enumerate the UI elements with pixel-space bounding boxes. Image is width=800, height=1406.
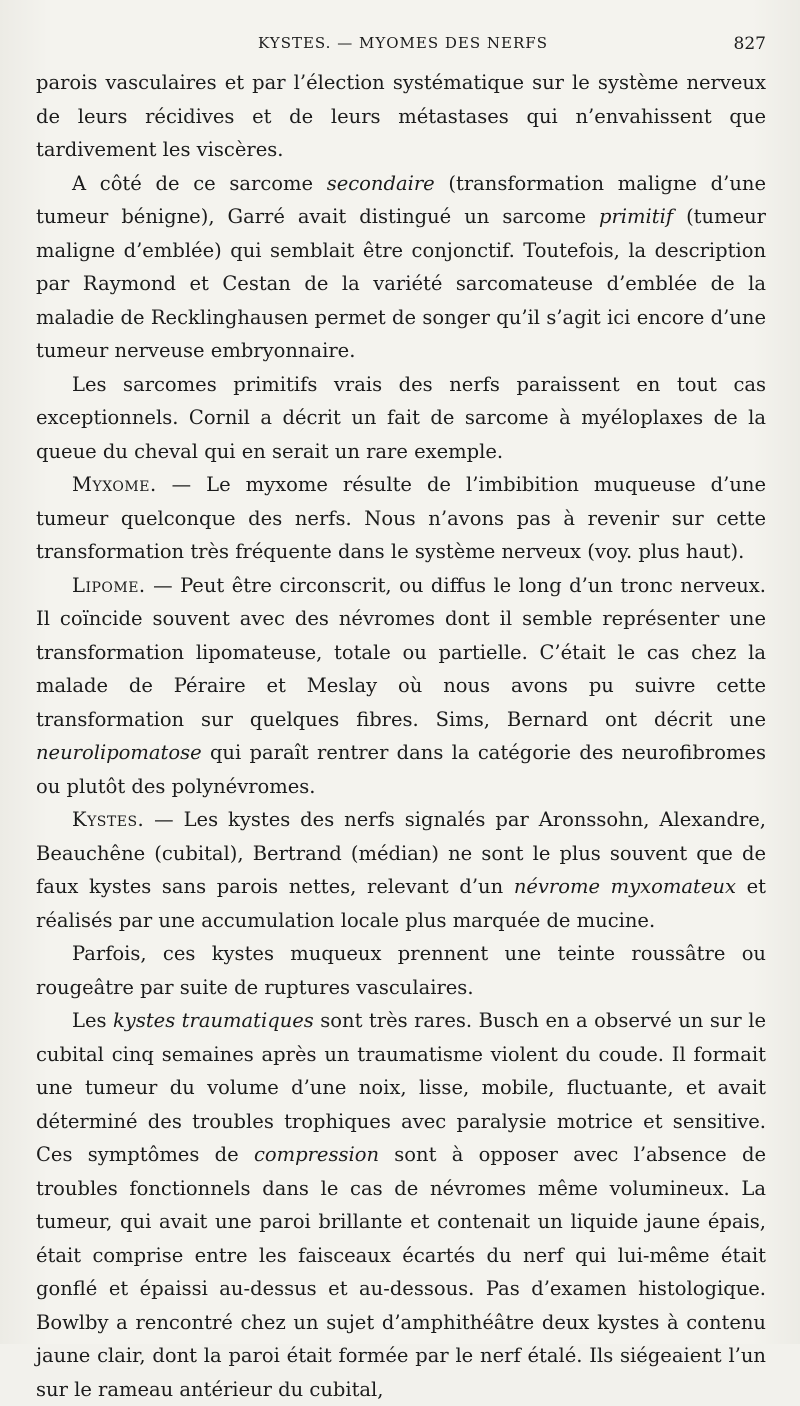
body-text bbox=[36, 66, 766, 1406]
text-run: sont à opposer avec l’absence de troubles fonctionnels dans le cas de névromes même volumineux. La tumeur, qui avait une paroi brillante et contenait un liquide jaune épais, était comprise entre les faisceaux écartés du nerf qui lui-même était gonflé et épaissi au-dessus et au-dessous. Pas d’examen histologique. Bowlby a rencontré chez un sujet d’amphithéâtre deux kystes à contenu jaune clair, dont la paroi était formée par le nerf étalé. Ils siégeaient l’un sur le rameau antérieur du cubital, bbox=[36, 1143, 766, 1401]
paragraph-kystes bbox=[36, 803, 766, 937]
emphasis-primitif: primitif bbox=[599, 205, 674, 228]
text-run: et réalisés par une accumulation locale plus marquée de mucine. bbox=[36, 875, 766, 932]
text-run: A côté de ce sarcome bbox=[72, 171, 327, 195]
paragraph-text: parois vasculaires et par l’élection systématique sur le système nerveux de leurs récidives et de leurs métastases qui n’envahissent que tardivement les viscères. bbox=[36, 71, 766, 161]
paragraph-text: Les sarcomes primitifs vrais des nerfs paraissent en tout cas exceptionnels. Cornil a décrit un fait de sarcome à myéloplaxes de la queue du cheval qui en serait un rare exemple. bbox=[36, 372, 766, 463]
emphasis-secondaire: secondaire bbox=[326, 171, 435, 195]
text-run: Les bbox=[72, 1009, 113, 1032]
paragraph-lipome bbox=[36, 569, 766, 804]
paragraph-sarcomes-primitifs bbox=[36, 368, 766, 469]
text-run: — Les kystes des nerfs signalés par Aronssohn, Alexandre, Beauchêne (cubital), Bertrand (médian) ne sont le plus souvent que de faux kystes sans parois nettes, relevant d’un bbox=[36, 808, 766, 898]
running-head: KYSTES. — MYOMES DES NERFS bbox=[258, 34, 548, 52]
emphasis-compression: compression bbox=[253, 1143, 379, 1166]
emphasis-neurolipomatose: neurolipomatose bbox=[36, 741, 202, 764]
text-run: — Peut être circonscrit, ou diffus le long d’un tronc nerveux. Il coïncide souvent avec des névromes dont il semble représenter une transformation lipomateuse, totale ou partielle. C’était le cas chez la malade de Péraire et Meslay où nous avons pu suivre cette transformation sur quelques fibres. Sims, Bernard ont décrit une bbox=[36, 573, 766, 731]
page-header bbox=[36, 30, 766, 60]
paragraph-kystes-muqueux bbox=[36, 937, 766, 1004]
emphasis-kystes-traumatiques: kystes traumatiques bbox=[112, 1009, 314, 1032]
section-lead-myxome: Myxome. bbox=[72, 473, 157, 496]
page-number: 827 bbox=[733, 34, 766, 54]
section-lead-kystes: Kystes. bbox=[72, 808, 145, 831]
paragraph-sarcome bbox=[36, 167, 766, 368]
paragraph-continuation bbox=[36, 66, 766, 167]
text-run: (transformation maligne d’une tumeur bénigne), Garré avait distingué un sarcome bbox=[36, 171, 766, 228]
text-run: sont très rares. Busch en a observé un sur le cubital cinq semaines après un traumatisme violent du coude. Il formait une tumeur du volume d’une noix, lisse, mobile, fluctuante, et avait déterminé des troubles trophiques avec paralysie motrice et sensitive. Ces symptômes de bbox=[36, 1009, 766, 1166]
paragraph-text: Parfois, ces kystes muqueux prennent une teinte roussâtre ou rougeâtre par suite de ruptures vasculaires. bbox=[36, 942, 766, 999]
paragraph-myxome bbox=[36, 468, 766, 569]
text-run: (tumeur maligne d’emblée) qui semblait être conjonctif. Toutefois, la description par Raymond et Cestan de la variété sarcomateuse d’emblée de la maladie de Recklinghausen permet de songer qu’il s’agit ici encore d’une tumeur nerveuse embryonnaire. bbox=[36, 205, 766, 362]
emphasis-nevrome-myxomateux: névrome myxomateux bbox=[513, 875, 736, 898]
section-lead-lipome: Lipome. bbox=[72, 573, 146, 597]
paragraph-text: — Le myxome résulte de l’imbibition muqueuse d’une tumeur quelconque des nerfs. Nous n’avons pas à revenir sur cette transformation très fréquente dans le système nerveux (voy. plus haut). bbox=[36, 473, 766, 563]
paragraph-kystes-traumatiques bbox=[36, 1004, 766, 1406]
text-run: qui paraît rentrer dans la catégorie des neurofibromes ou plutôt des polynévromes. bbox=[36, 741, 766, 798]
